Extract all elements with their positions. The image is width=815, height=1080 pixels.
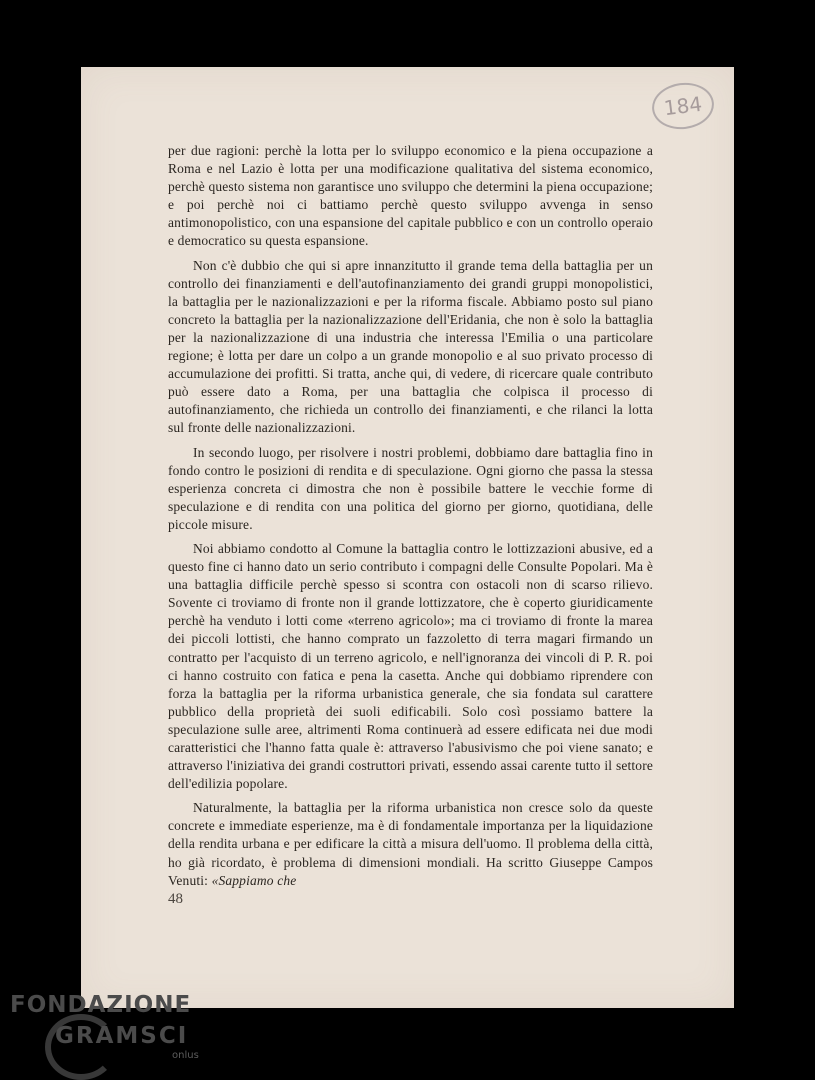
foundation-logo <box>10 992 210 1074</box>
logo-wordmark-line-1: FONDAZIONE <box>10 992 192 1018</box>
paragraph: In secondo luogo, per risolvere i nostri problemi, dobbiamo dare battaglia fino in fondo contro le posizioni di rendita e di speculazione. Ogni giorno che passa la stessa esperienza concreta ci dimostra che non è possibile battere le vecchie forme di speculazione e di rendita con una politica del giorno per giorno, quotidiana, delle piccole misure. <box>168 444 653 532</box>
paragraph: Noi abbiamo condotto al Comune la battaglia contro le lottizzazioni abusive, ed a questo fine ci hanno dato un serio contributo i compagni delle Consulte Popolari. Ma è una battaglia difficile perchè spesso si scontra con ostacoli non di scarso rilievo. Sovente ci troviamo di fronte non il grande lottizzatore, che è coperto giuridicamente perchè ha venduto i lotti come «terreno agricolo»; ma ci troviamo di fronte la marea dei piccoli lottisti, che hanno comprato un fazzoletto di terra magari firmando un contratto per l'acquisto di un terreno agricolo, e nell'ignoranza dei vincoli di P. R. poi ci hanno costruito con fatica e pena la casetta. Anche qui dobbiamo riprendere con forza la battaglia per la riforma urbanistica generale, che sia fondata sul carattere pubblico della proprietà dei suoli edificabili. Solo così possiamo battere la speculazione sulle aree, altrimenti Roma continuerà ad essere edificata nei due modi caratteristici che l'hanno fatta quale è: attraverso l'abusivismo che poi viene sanato; e attraverso l'iniziativa dei grandi costruttori privati, essendo assai carente tutto il settore dell'edilizia popolare. <box>168 540 653 792</box>
paragraph: Non c'è dubbio che qui si apre innanzitutto il grande tema della battaglia per un controllo dei finanziamenti e dell'autofinanziamento dei grandi gruppi monopolistici, la battaglia per le nazionalizzazioni e per la riforma fiscale. Abbiamo posto sul piano concreto la battaglia per la nazionalizzazione dell'Eridania, che non è solo la battaglia per la nazionalizzazione di una industria che interessa l'Emilia o una particolare regione; è lotta per dare un colpo a un grande monopolio e al suo privato processo di accumulazione dei profitti. Si tratta, anche qui, di vedere, di ricercare quale contributo può essere dato a Roma, per una battaglia che colpisca il processo di autofinanziamento, che richieda un controllo dei finanziamenti, e che rilanci la lotta sul fronte delle nazionalizzazioni. <box>168 257 653 436</box>
document-page <box>81 67 734 1008</box>
logo-wordmark-line-2: GRAMSCI <box>55 1023 189 1049</box>
body-text <box>168 142 653 896</box>
handwritten-page-number: 184 <box>649 79 716 132</box>
quotation-start: «Sappiamo che <box>211 872 297 888</box>
page-folio: 48 <box>168 891 183 907</box>
paragraph-text: Naturalmente, la battaglia per la riforma urbanistica non cresce solo da queste concrete e immediate esperienze, ma è di fondamentale importanza per la liquidazione della rendita urbana e per edificare la città a misura dell'uomo. Il problema della città, ho già ricordato, è problema di dimensioni mondiali. Ha scritto Giuseppe Campos Venuti: <box>168 800 653 888</box>
paragraph: per due ragioni: perchè la lotta per lo sviluppo economico e la piena occupazione a Roma e nel Lazio è lotta per una modificazione qualitativa del sistema economico, perchè questo sistema non garantisce uno sviluppo che determini la piena occupazione; e poi perchè noi ci battiamo perchè questo sviluppo avvenga in senso antimonopolistico, con una espansione del capitale pubblico e con un controllo operaio e democratico su questa espansione. <box>168 143 653 249</box>
logo-subtitle: onlus <box>172 1050 199 1061</box>
paragraph <box>168 799 653 889</box>
